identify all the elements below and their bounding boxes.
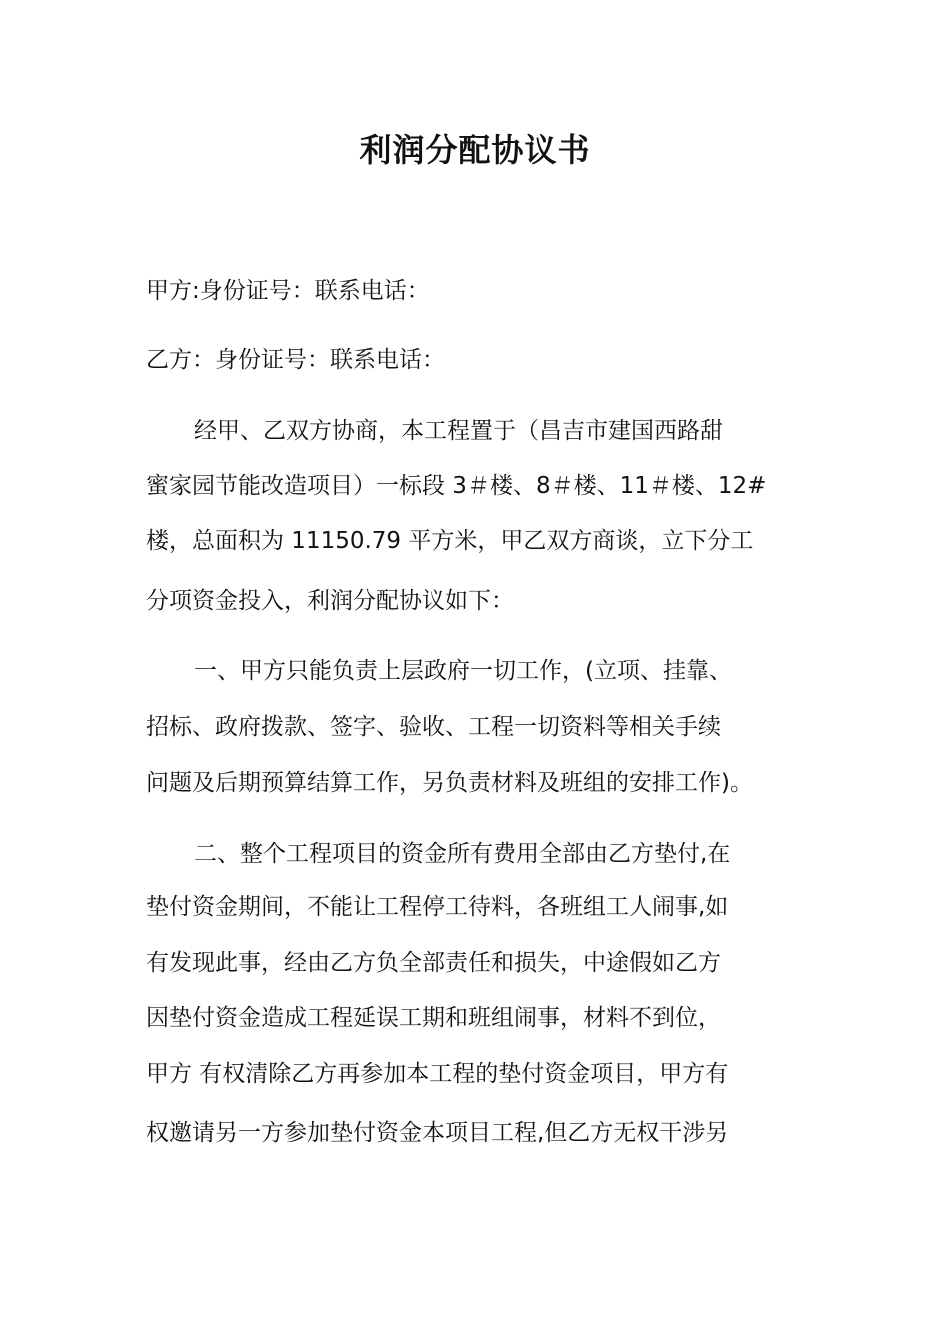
clause-2-line: 有发现此事，经由乙方负全部责任和损失，中途假如乙方 — [146, 950, 721, 976]
intro-line: 楼，总面积为 11150.79 平方米，甲乙双方商谈，立下分工 — [146, 528, 754, 554]
intro-line: 蜜家园节能改造项目）一标段 3＃楼、8＃楼、11＃楼、12# — [146, 473, 767, 499]
document-title: 利润分配协议书 — [359, 131, 591, 169]
clause-2-line: 权邀请另一方参加垫付资金本项目工程,但乙方无权干涉另 — [146, 1120, 729, 1146]
clause-1-line: 招标、政府拨款、签字、验收、工程一切资料等相关手续 — [146, 714, 721, 740]
party-b-line: 乙方：身份证号：联系电话： — [146, 347, 445, 373]
clause-1-line: 一、甲方只能负责上层政府一切工作，(立项、挂靠、 — [194, 658, 732, 684]
clause-1-line: 问题及后期预算结算工作，另负责材料及班组的安排工作)。 — [146, 770, 753, 796]
clause-2-line: 因垫付资金造成工程延误工期和班组闹事，材料不到位， — [146, 1005, 721, 1031]
intro-line: 经甲、乙双方协商，本工程置于（昌吉市建国西路甜 — [194, 418, 723, 444]
party-a-line: 甲方:身份证号：联系电话： — [146, 278, 430, 304]
clause-2-line: 二、整个工程项目的资金所有费用全部由乙方垫付,在 — [194, 841, 731, 867]
intro-line: 分项资金投入，利润分配协议如下： — [146, 588, 514, 614]
clause-2-line: 甲方 有权清除乙方再参加本工程的垫付资金项目，甲方有 — [146, 1061, 729, 1087]
clause-2-line: 垫付资金期间，不能让工程停工待料，各班组工人闹事,如 — [146, 894, 729, 920]
